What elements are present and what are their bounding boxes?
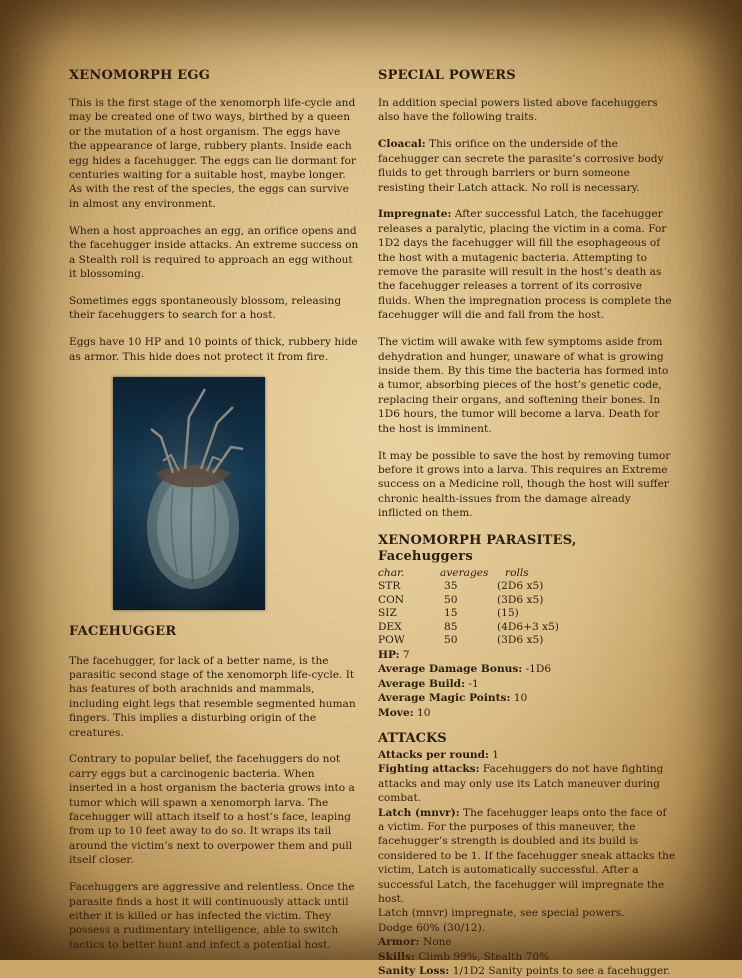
magic-points-label: Average Magic Points:	[378, 692, 511, 705]
egg-paragraph-4: Eggs have 10 HP and 10 points of thick, rubbery hide as armor. This hide does not protect it from fire.	[69, 336, 358, 363]
attacks-heading: ATTACKS	[378, 731, 447, 747]
powers-intro: In addition special powers listed above facehuggers also have the following traits.	[378, 97, 658, 124]
facehugger-heading: FACEHUGGER	[69, 623, 177, 639]
stat-char: SIZ	[378, 607, 397, 620]
table-row	[378, 634, 625, 647]
stat-char: DEX	[378, 620, 402, 633]
impregnate-text: After successful Latch, the facehugger releases a paralytic, placing the victim in a coma. For 1D2 days the facehugger will fill the esophageous of the host with a mutagenic bacteria. Attempting to remove the parasite will result in the host’s death as the facehugger releases a torrent of its corrosive fluids. When the impregnation process is complete the facehugger will die and fall from the host.	[378, 208, 672, 322]
stat-average: 15	[444, 607, 458, 620]
move-label: Move:	[378, 706, 414, 719]
armor-value: None	[419, 936, 452, 949]
attacks-per-round-line	[378, 748, 676, 762]
latch-line	[378, 806, 676, 907]
stats-table	[378, 567, 625, 647]
build-line	[378, 677, 676, 692]
armor-label: Armor:	[378, 936, 420, 949]
facehugger-paragraph-1: The facehugger, for lack of a better name, is the parasitic second stage of the xenomorph life-cycle. It has features of both arachnids and mammals, including eight legs that resemble segmented human fingers. This implies a disturbing origin of the creatures.	[69, 654, 356, 739]
stat-average: 50	[444, 634, 458, 647]
egg-paragraph-2: When a host approaches an egg, an orifice opens and the facehugger inside attacks. An extreme success on a Stealth roll is required to approach an egg without it blossoming.	[69, 224, 359, 280]
fighting-attacks-line	[378, 762, 676, 805]
damage-bonus-value: -1D6	[522, 663, 552, 676]
impregnate-label: Impregnate:	[378, 208, 452, 221]
special-powers-heading: SPECIAL POWERS	[378, 68, 516, 83]
save-host-paragraph: It may be possible to save the host by removing tumor before it grows into a larva. This requires an Extreme success on a Medicine roll, though the host will suffer chronic health-issues from the damage already inflicted on them.	[378, 449, 671, 520]
cloacal-text: This orifice on the underside of the facehugger can secrete the parasite’s corrosive body fluids to get through barriers or burn someone resisting their Latch attack. No roll is necessary.	[378, 138, 664, 194]
stats-header-char: char.	[378, 567, 405, 580]
table-row	[378, 607, 625, 620]
latch-impregnate-line: Latch (mnvr) impregnate, see special powers.	[378, 907, 625, 920]
attacks-per-round-value: 1	[488, 748, 500, 761]
cloacal-label: Cloacal:	[378, 138, 426, 151]
stat-average: 85	[444, 620, 458, 633]
stats-header-rolls: rolls	[505, 567, 529, 580]
egg-heading: XENOMORPH EGG	[69, 68, 211, 83]
table-row	[378, 580, 625, 593]
magic-points-line	[378, 691, 676, 706]
attacks-per-round-label: Attacks per round:	[378, 748, 489, 761]
sanity-loss-line	[378, 964, 676, 978]
stat-roll: (2D6 x5)	[497, 580, 544, 593]
victim-paragraph: The victim will awake with few symptoms aside from dehydration and hunger, unaware of what is growing inside them. By this time the bacteria has formed into a tumor, absorbing pieces of the host’s genetic code, replacing their organs, and softening their bones. In 1D6 hours, the tumor will become a larva. Death for the host is imminent.	[378, 336, 669, 435]
stat-char: POW	[378, 634, 405, 647]
move-value: 10	[413, 706, 431, 719]
table-row	[378, 594, 625, 607]
fighting-attacks-label: Fighting attacks:	[378, 763, 480, 776]
latch-label: Latch (mnvr):	[378, 806, 460, 819]
stat-char: STR	[378, 580, 401, 593]
magic-points-value: 10	[510, 692, 528, 705]
damage-bonus-line	[378, 662, 676, 677]
impregnate-paragraph	[378, 207, 676, 322]
build-value: -1	[465, 677, 479, 690]
hp-label: HP:	[378, 648, 400, 661]
facehugger-paragraph-3: Facehuggers are aggressive and relentless. Once the parasite finds a host it will continuously attack until either it is killed or has infected the victim. They possess a rudimentary intelligence, able to switch tactics to better hunt and infect a potential host.	[69, 881, 355, 951]
hp-value: 7	[399, 648, 410, 661]
parasites-heading: XENOMORPH PARASITES, Facehuggers	[378, 533, 577, 565]
stat-roll: (3D6 x5)	[497, 593, 544, 606]
latch-value: The facehugger leaps onto the face of a victim. For the purposes of this maneuver, the facehugger’s strength is doubled and its build is considered to be 1. If the facehugger sneak attacks the victim, Latch is automatically successful. After a successful Latch, the facehugger will impregnate the host.	[378, 806, 676, 905]
stat-roll: (3D6 x5)	[497, 634, 544, 647]
stats-header-averages: averages	[440, 567, 489, 580]
stat-roll: (4D6+3 x5)	[497, 620, 559, 633]
sanity-loss-value: 1/1D2 Sanity points to see a facehugger.	[449, 964, 671, 977]
stat-roll: (15)	[497, 607, 519, 620]
stat-average: 50	[444, 593, 458, 606]
skills-value: Climb 99%, Stealth 70%	[414, 950, 550, 963]
build-label: Average Build:	[378, 677, 465, 690]
hp-line	[378, 648, 676, 663]
egg-paragraph-1: This is the first stage of the xenomorph life-cycle and may be created one of two ways, birthed by a queen or the mutation of a host organism. The eggs have the appearance of large, rubbery plants. Inside each egg hides a facehugger. The eggs can lie dormant for centuries waiting for a suitable host, maybe longer. As with the rest of the species, the eggs can survive in almost any environment.	[69, 97, 356, 210]
skills-line	[378, 950, 676, 964]
stat-average: 35	[444, 580, 458, 593]
cloacal-paragraph	[378, 137, 676, 195]
right-column	[378, 68, 676, 978]
table-row	[378, 621, 625, 634]
dodge-line: Dodge 60% (30/12).	[378, 921, 486, 934]
stat-char: CON	[378, 593, 405, 606]
skills-label: Skills:	[378, 950, 415, 963]
xenomorph-egg-illustration	[113, 377, 265, 610]
left-column	[69, 68, 359, 965]
stats-header-row	[378, 567, 625, 580]
facehugger-paragraph-2: Contrary to popular belief, the facehuggers do not carry eggs but a carcinogenic bacteria. When inserted in a host organism the bacteria grows into a tumor which will spawn a xenomorph larva. The facehugger will attach itself to a host’s face, leaping from up to 10 feet away to do so. It wraps its tail around the victim’s next to overpower them and pull itself closer.	[69, 753, 355, 867]
egg-paragraph-3: Sometimes eggs spontaneously blossom, releasing their facehuggers to search for a host.	[69, 294, 342, 322]
fighting-attacks-value: Facehuggers do not have fighting attacks and may only use its Latch maneuver during combat.	[378, 763, 664, 805]
armor-line	[378, 935, 676, 949]
sanity-loss-label: Sanity Loss:	[378, 964, 450, 977]
damage-bonus-label: Average Damage Bonus:	[378, 663, 523, 676]
move-line	[378, 706, 676, 721]
